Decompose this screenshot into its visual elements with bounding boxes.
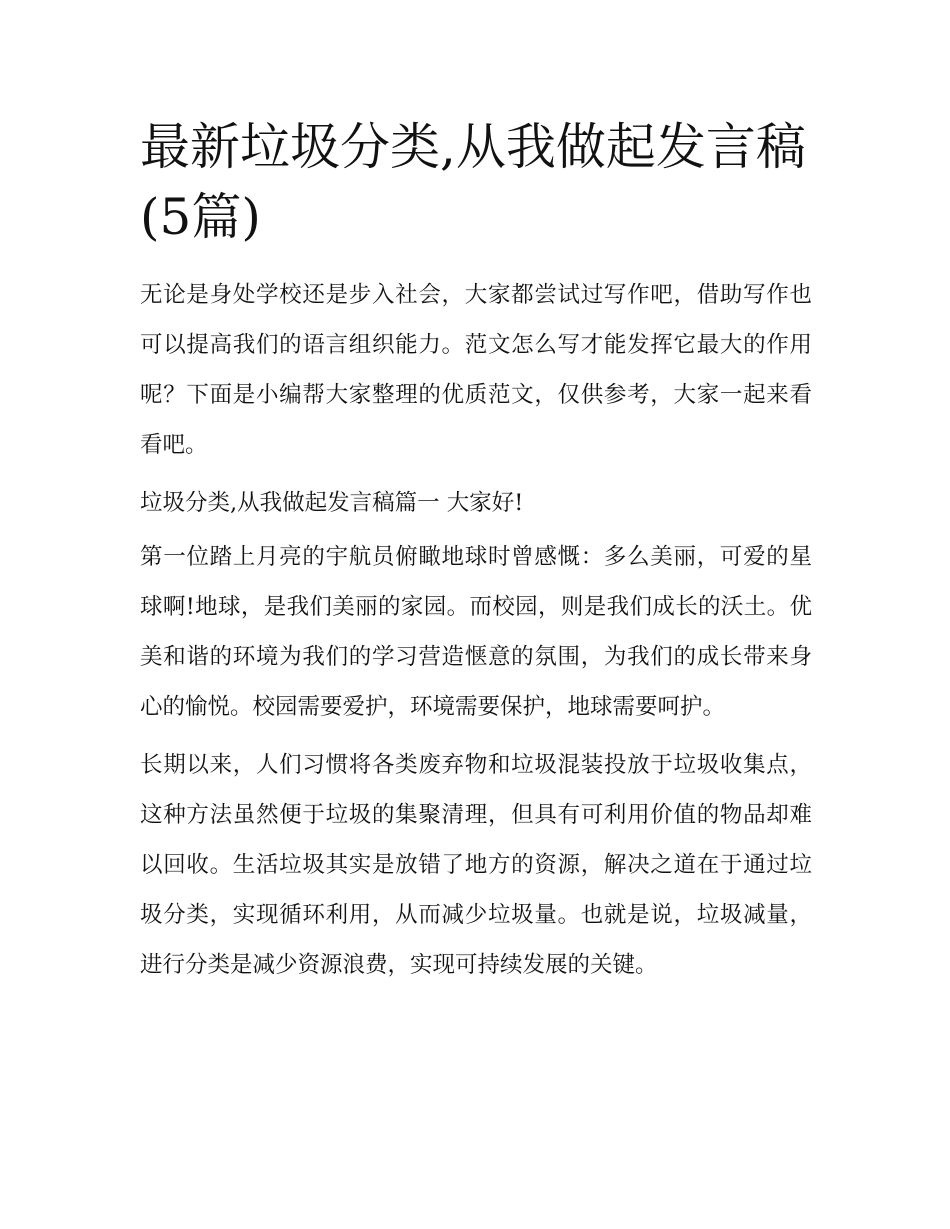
document-content: [140, 112, 812, 998]
section-heading-paragraph: 垃圾分类,从我做起发言稿篇一 大家好!: [140, 490, 524, 516]
body-paragraph: 第一位踏上月亮的宇航员俯瞰地球时曾感慨：多么美丽，可爱的星球啊!地球，是我们美丽的家园。而校园，则是我们成长的沃土。优美和谐的环境为我们的学习营造惬意的氛围，为我们的成长带来身心的愉悦。校园需要爱护，环境需要保护，地球需要呵护。: [140, 544, 812, 720]
document-title: 最新垃圾分类,从我做起发言稿(5篇): [140, 118, 806, 246]
body-paragraph: 长期以来，人们习惯将各类废弃物和垃圾混装投放于垃圾收集点，这种方法虽然便于垃圾的集聚清理，但具有可利用价值的物品却难以回收。生活垃圾其实是放错了地方的资源，解决之道在于通过垃圾分类，实现循环利用，从而减少垃圾量。也就是说，垃圾减量，进行分类是减少资源浪费，实现可持续发展的关键。: [140, 752, 812, 978]
intro-paragraph: 无论是身处学校还是步入社会，大家都尝试过写作吧，借助写作也可以提高我们的语言组织能力。范文怎么写才能发挥它最大的作用呢？下面是小编帮大家整理的优质范文，仅供参考，大家一起来看看吧。: [140, 282, 812, 458]
